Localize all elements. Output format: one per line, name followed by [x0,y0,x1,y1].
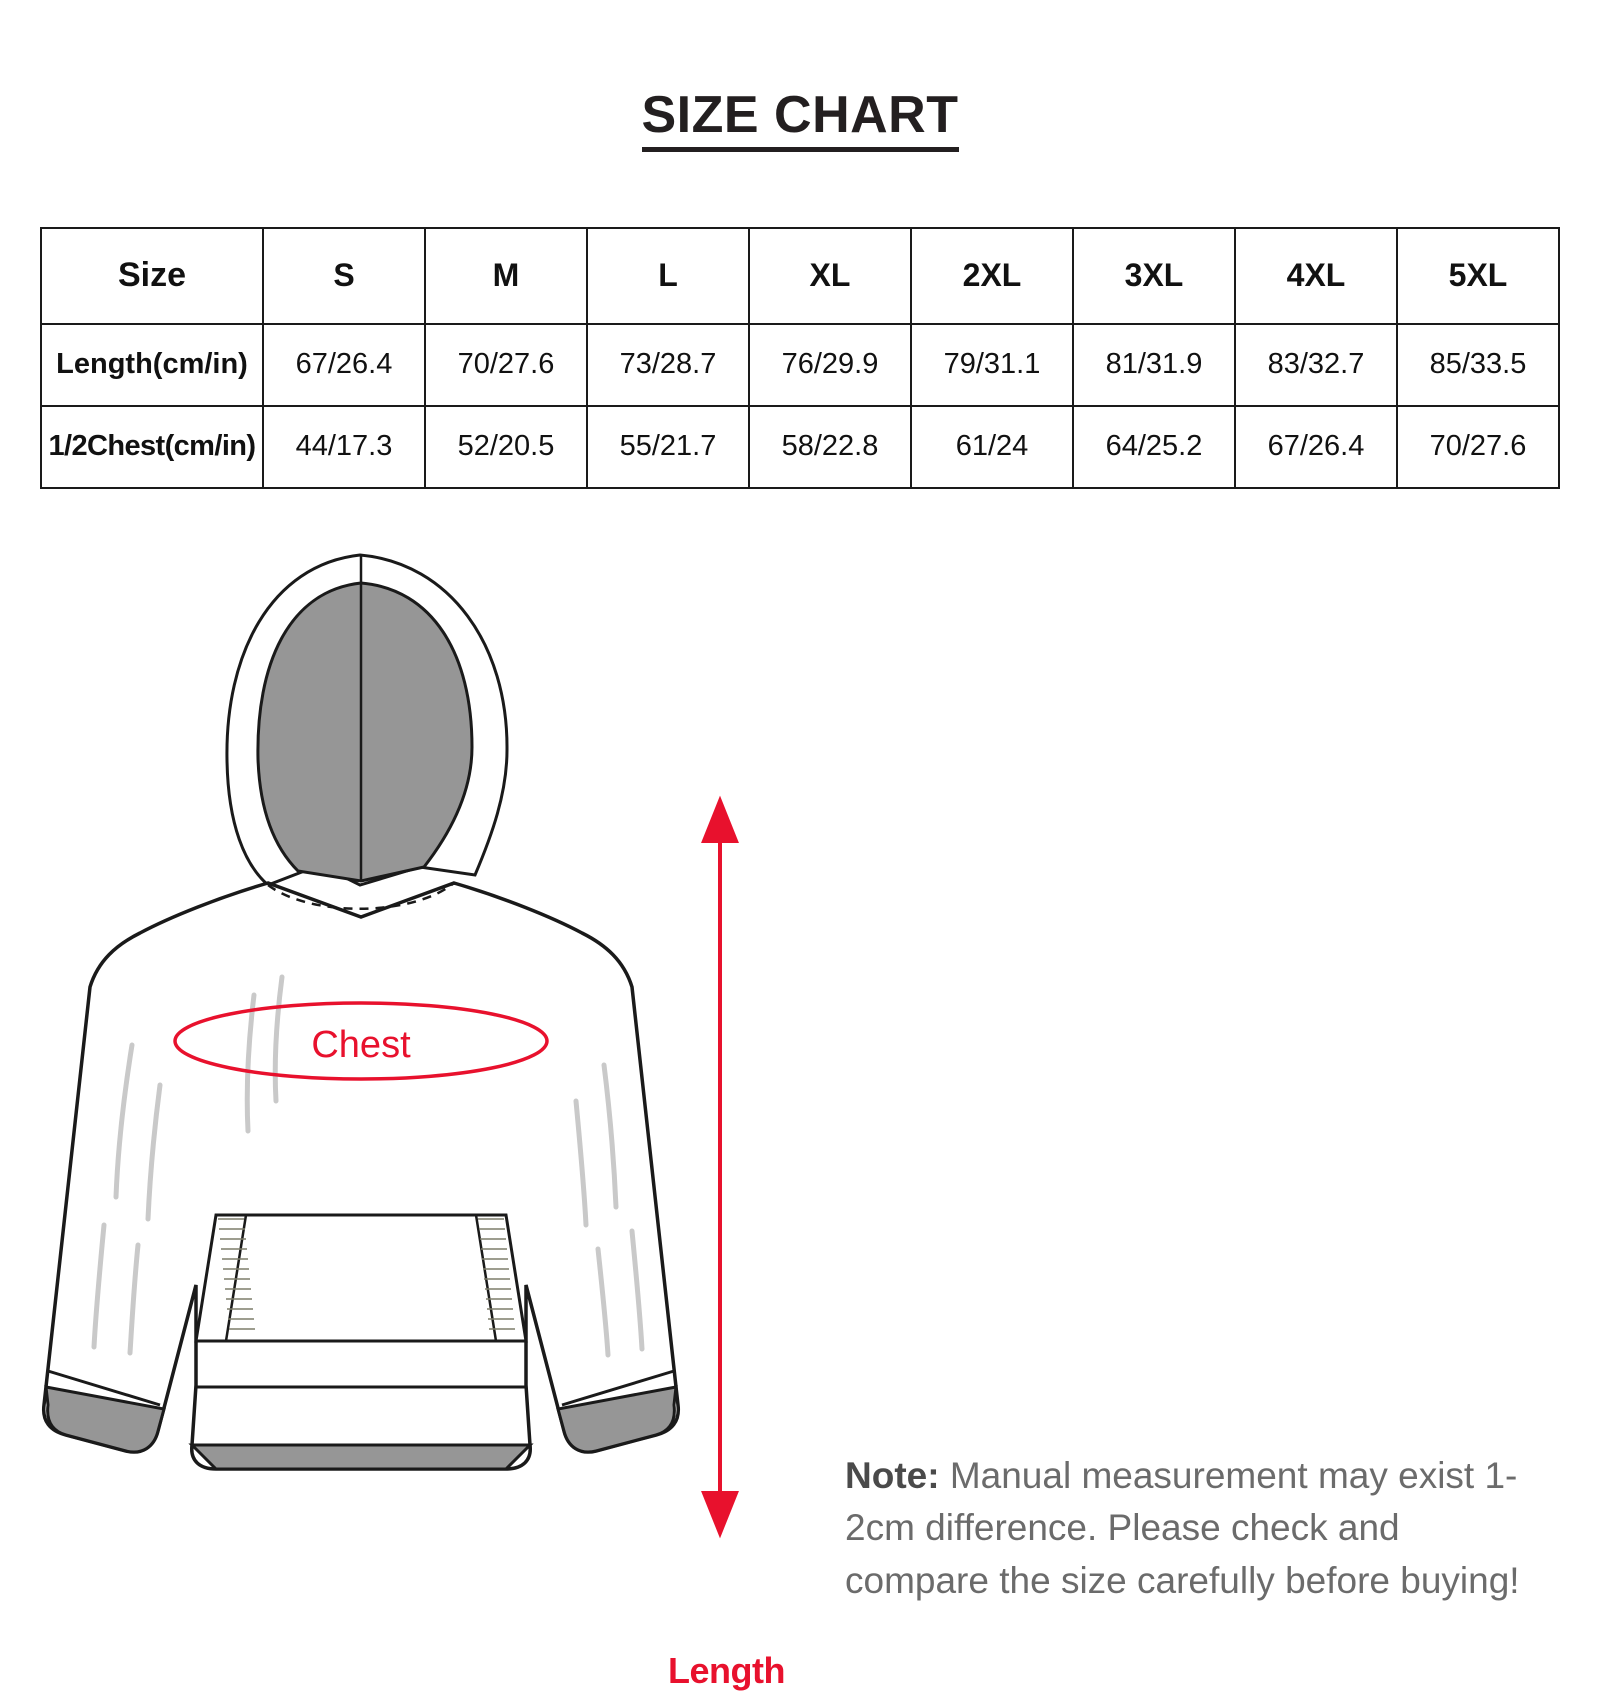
length-s: 67/26.4 [263,324,425,406]
table-header-xl: XL [749,228,911,324]
length-4xl: 83/32.7 [1235,324,1397,406]
length-l: 73/28.7 [587,324,749,406]
half-chest-s: 44/17.3 [263,406,425,488]
note-body: Manual measurement may exist 1-2cm difference. Please check and compare the size carefully before buying! [845,1454,1520,1601]
row-label-half-chest: 1/2Chest(cm/in) [41,406,263,488]
half-chest-3xl: 64/25.2 [1073,406,1235,488]
half-chest-m: 52/20.5 [425,406,587,488]
length-label: Length [668,1649,785,1691]
chest-label: Chest [311,1023,411,1066]
table-header-l: L [587,228,749,324]
table-header-s: S [263,228,425,324]
size-table-container [40,227,1560,489]
table-row-length [41,324,1559,406]
table-header-3xl: 3XL [1073,228,1235,324]
table-header-2xl: 2XL [911,228,1073,324]
length-arrow [704,801,736,1533]
note-text [845,1450,1545,1608]
length-xl: 76/29.9 [749,324,911,406]
table-row-half-chest [41,406,1559,488]
table-header-m: M [425,228,587,324]
table-header-5xl: 5XL [1397,228,1559,324]
half-chest-xl: 58/22.8 [749,406,911,488]
page-title: SIZE CHART [642,88,959,152]
hoodie-illustration [20,525,740,1565]
row-label-length: Length(cm/in) [41,324,263,406]
half-chest-l: 55/21.7 [587,406,749,488]
table-row-header [41,228,1559,324]
length-m: 70/27.6 [425,324,587,406]
length-3xl: 81/31.9 [1073,324,1235,406]
length-2xl: 79/31.1 [911,324,1073,406]
diagram-and-note-section [0,525,1600,1691]
half-chest-5xl: 70/27.6 [1397,406,1559,488]
table-header-size: Size [41,228,263,324]
note-prefix: Note: [845,1454,940,1496]
table-header-4xl: 4XL [1235,228,1397,324]
title-container [0,0,1600,152]
half-chest-2xl: 61/24 [911,406,1073,488]
length-5xl: 85/33.5 [1397,324,1559,406]
size-chart-table [40,227,1560,489]
half-chest-4xl: 67/26.4 [1235,406,1397,488]
